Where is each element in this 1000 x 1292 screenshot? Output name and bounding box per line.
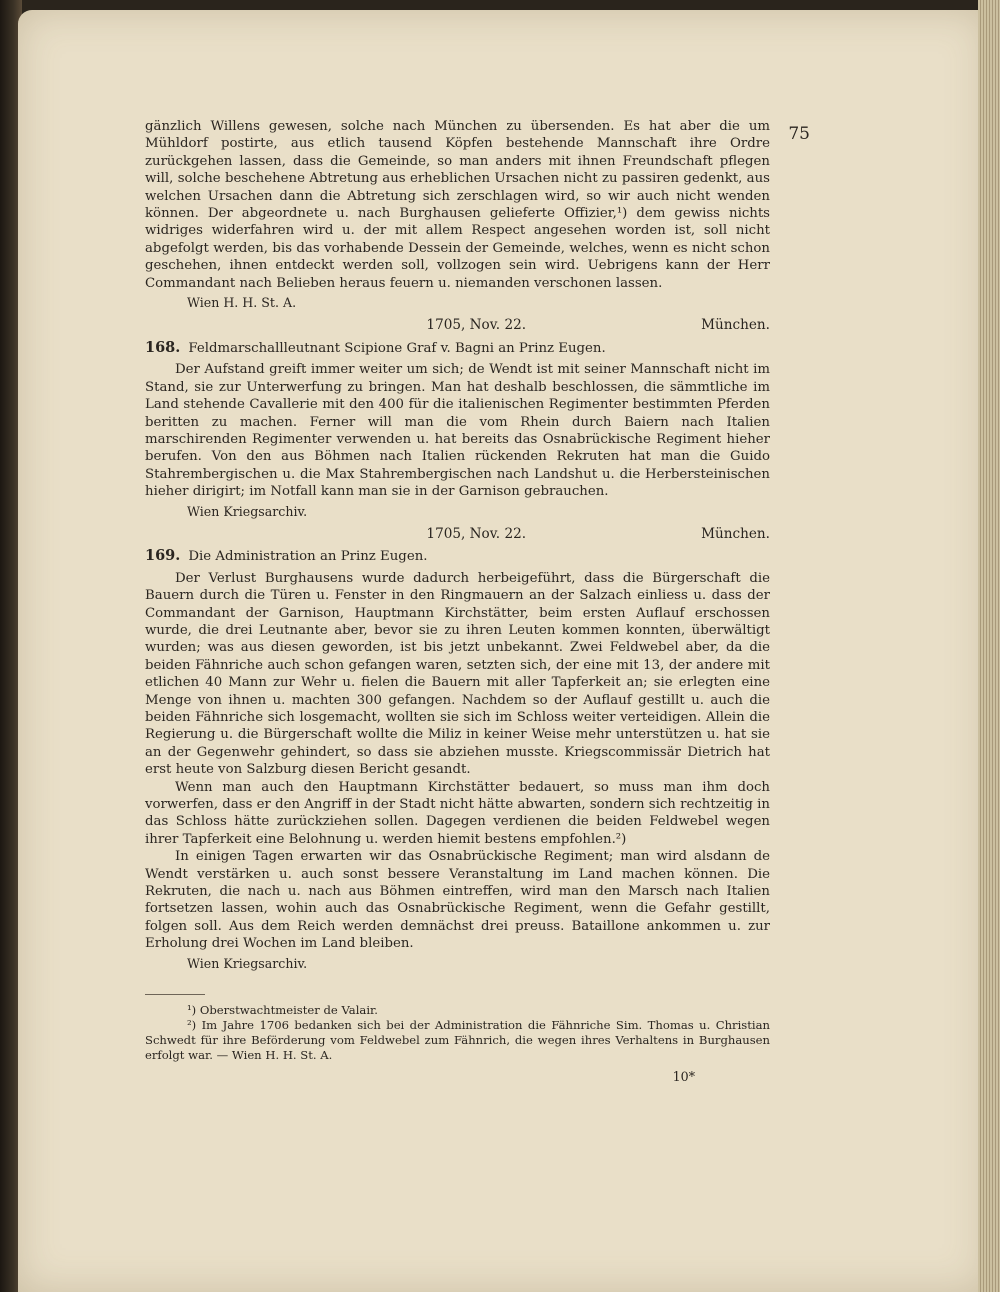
entry-169-source: Wien Kriegsarchiv. bbox=[187, 955, 308, 971]
footnote-2: ²) Im Jahre 1706 bedanken sich bei der Administration die Fähnriche Sim. Thomas u. Christian Schwedt für ihre Beförderung vom Feldwebel zum Fähnrich, die wegen ihres Verhaltens in Burghausen erfolgt war. — Wien H. H. St. A. bbox=[145, 1018, 770, 1063]
entry-169-dateline bbox=[145, 526, 770, 543]
entry-168-paragraph: Der Aufstand greift immer weiter um sich; de Wendt ist mit seiner Mannschaft nicht im Stand, sie zur Unterwerfung zu bringen. Man hat deshalb beschlossen, die sämmtliche im Land stehende Cavallerie mit den 400 für die italienischen Regimenter bestimmten Pferden beritten zu machen. Ferner will man die vom Rhein durch Baiern nach Italien marschirenden Regimenter verwenden u. hat bereits das Osnabrückische Regiment hieher berufen. Von den aus Böhmen nach Italien rückenden Rekruten hat man die Guido Stahrembergischen u. die Max Stahrembergischen nach Landshut u. die Herbersteinischen hieher dirigirt; im Notfall kann man sie in der Garnison gebrauchen. bbox=[145, 362, 770, 500]
entry-168-dateline bbox=[145, 317, 770, 334]
entry-169-paragraph-1: Der Verlust Burghausens wurde dadurch herbeigeführt, dass die Bürgerschaft die Bauern durch die Türen u. Fenster in den Ringmauern an der Salzach einliess u. dass der Commandant der Garnison, Hauptmann Kirchstätter, beim ersten Auflauf erschossen wurde, die drei Leutnante aber, bevor sie zu ihren Leuten kommen konnten, überwältigt wurden; was aus diesen geworden, ist bis jetzt unbekannt. Zwei Feldwebel aber, da die beiden Fähnriche auch schon gefangen waren, setzten sich, der eine mit 13, der andere mit etlichen 40 Mann zur Wehr u. fielen die Bauern mit aller Tapferkeit an; sie erlegten eine Menge von ihnen u. machten 300 gefangen. Nachdem so der Auflauf gestillt u. auch die beiden Fähnriche sich losgemacht, wollten sie sich im Schloss weiter verteidigen. Allein die Regierung u. die Bürgerschaft wollte die Miliz in keiner Weise mehr unterstützen u. hat sie an der Gegenwehr gehindert, so dass sie abziehen musste. Kriegscommissär Dietrich hat erst heute von Salzburg diesen Bericht gesandt. bbox=[145, 570, 770, 778]
footnotes bbox=[145, 994, 770, 1084]
page-stack-edge bbox=[978, 0, 1000, 1292]
entry-168-source: Wien Kriegsarchiv. bbox=[187, 503, 308, 519]
entry-title: Feldmarschallleutnant Scipione Graf v. Bagni an Prinz Eugen. bbox=[188, 340, 606, 356]
page-number: 75 bbox=[788, 124, 810, 144]
signature-mark: 10* bbox=[672, 1069, 695, 1085]
entry-title: Die Administration an Prinz Eugen. bbox=[188, 549, 428, 565]
entry-169-paragraph-2: Wenn man auch den Hauptmann Kirchstätter bedauert, so muss man ihm doch vorwerfen, dass er den Angriff in der Stadt nicht hätte abwarten, sondern sich rechtzeitig in das Schloss hätte zurückziehen sollen. Dagegen verdienen die beiden Feldwebel wegen ihrer Tapferkeit eine Belohnung u. werden hiemit bestens empfohlen.²) bbox=[145, 779, 770, 847]
continuation-paragraph: gänzlich Willens gewesen, solche nach München zu übersenden. Es hat aber die um Mühldorf postirte, aus etlich tausend Köpfen bestehende Mannschaft ihre Ordre zurückgehen lassen, dass die Gemeinde, so man anders mit ihnen Freundschaft pflegen will, solche beschehene Abtretung aus erheblichen Ursachen nicht zu passiren gedenkt, aus welchen Ursachen dann die Abtretung sich zerschlagen wird, so wir auch nicht wenden können. Der abgeordnete u. nach Burghausen gelieferte Offizier,¹) dem gewiss nichts widriges widerfahren wird u. der mit allem Respect angesehen worden ist, soll nicht abgefolgt werden, bis das vorhabende Dessein der Gemeinde, welches, wenn es nicht schon geschehen, ihnen entdeckt werden soll, vollzogen sein wird. Uebrigens kann der Herr Commandant nach Belieben heraus feuern u. niemanden verschonen lassen. bbox=[145, 119, 770, 291]
entry-169-heading bbox=[145, 547, 770, 565]
entry-place: München. bbox=[701, 525, 770, 542]
footnote-1: ¹) Oberstwachtmeister de Valair. bbox=[187, 1003, 378, 1018]
entry-place: München. bbox=[701, 317, 770, 334]
footnote-rule bbox=[145, 994, 205, 995]
entry-date: 1705, Nov. 22. bbox=[426, 525, 527, 542]
continuation-source: Wien H. H. St. A. bbox=[187, 295, 297, 311]
page-content bbox=[145, 118, 770, 1084]
entry-169-paragraph-3: In einigen Tagen erwarten wir das Osnabrückische Regiment; man wird alsdann de Wendt verstärken u. auch sonst bessere Veranstaltung im Land machen können. Die Rekruten, die nach u. nach aus Böhmen eintreffen, wird man den Marsch nach Italien fortsetzen lassen, wohin auch das Osnabrückische Regiment, wenn die Gefahr gestillt, folgen soll. Aus dem Reich werden demnächst drei preuss. Bataillone ankommen u. zur Erholung drei Wochen im Land bleiben. bbox=[145, 849, 770, 952]
entry-date: 1705, Nov. 22. bbox=[426, 317, 527, 334]
entry-number: 169. bbox=[145, 547, 181, 565]
entry-number: 168. bbox=[145, 338, 181, 356]
entry-168-heading bbox=[145, 339, 770, 357]
